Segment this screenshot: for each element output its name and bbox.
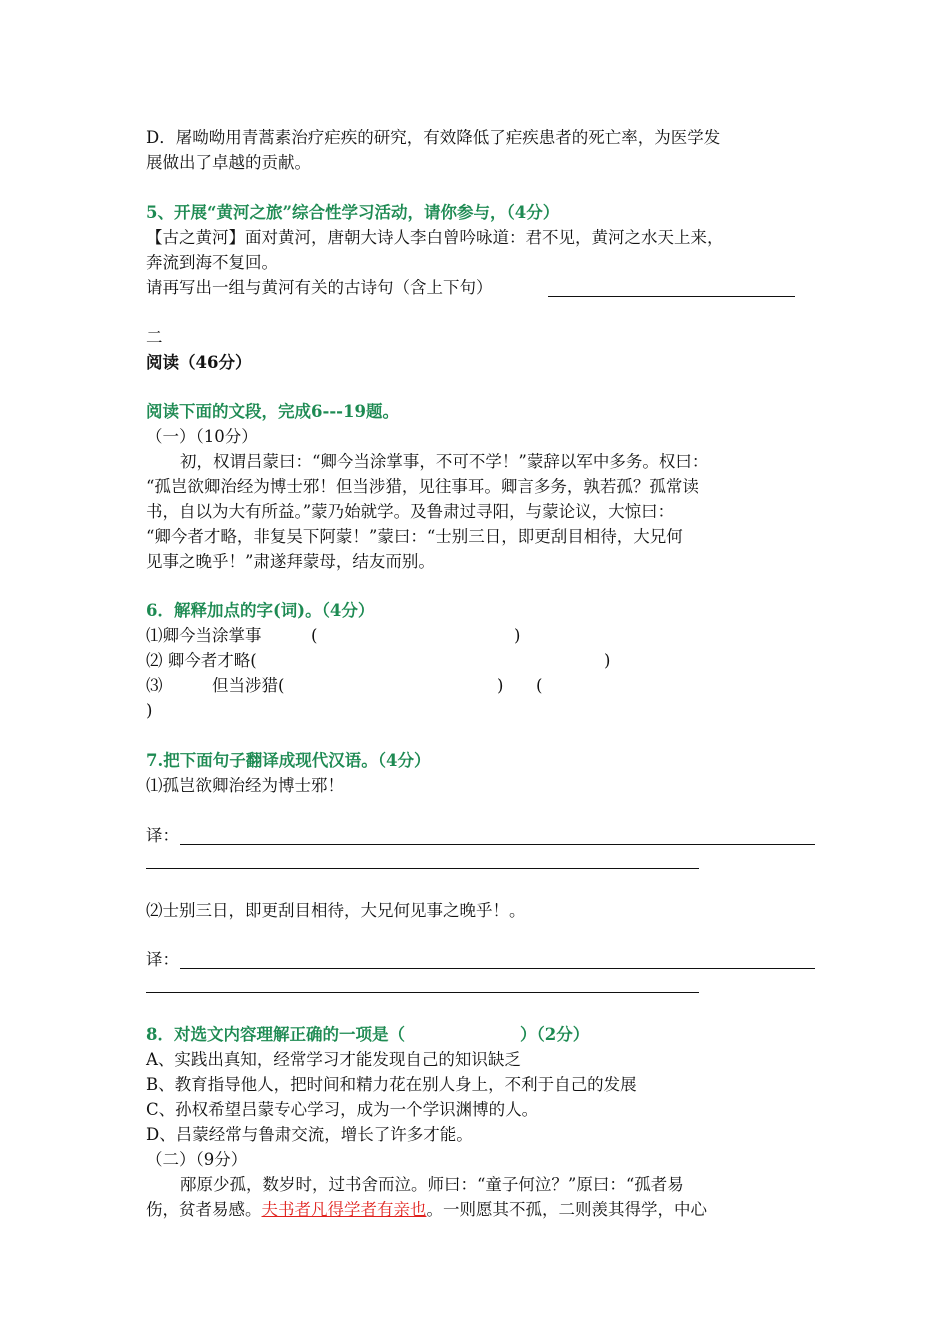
- q6-item1-close-paren[interactable]: ): [514, 626, 521, 645]
- q8-option-d[interactable]: D、吕蒙经常与鲁肃交流，增长了许多才能。: [146, 1125, 473, 1144]
- section-title: 阅读（46分）: [146, 353, 252, 372]
- passage2-header: （二）（9分）: [146, 1150, 248, 1169]
- q4-option-d-line2: 展做出了卓越的贡献。: [146, 153, 311, 172]
- q8-title: 8．对选文内容理解正确的一项是（: [146, 1025, 405, 1044]
- q6-item3-label: ⑶: [146, 676, 163, 695]
- passage2-line1: 邴原少孤，数岁时，过书舍而泣。师曰：“童子何泣？”原曰：“孤者易: [180, 1175, 684, 1194]
- q5-line1: 【古之黄河】面对黄河，唐朝大诗人李白曾吟咏道：君不见，黄河之水天上来，: [146, 228, 724, 247]
- q6-item1-open-paren: (: [311, 626, 318, 645]
- passage1-header: （一）（10分）: [146, 427, 258, 446]
- passage2-line2-start: 伤，贫者易感。: [146, 1200, 262, 1219]
- passage1-line: 见事之晚乎！”肃遂拜蒙母，结友而别。: [146, 552, 435, 571]
- q6-item1-label: ⑴卿今当涂掌事: [146, 626, 262, 645]
- q5-title: 5、开展“黄河之旅”综合性学习活动，请你参与，（4分）: [146, 203, 560, 222]
- q7-sentence2: ⑵士别三日，即更刮目相待，大兄何见事之晚乎！。: [146, 901, 526, 920]
- passage1-line: “卿今者才略，非复吴下阿蒙！”蒙曰：“士别三日，即更刮目相待，大兄何: [146, 527, 683, 546]
- q8-option-b[interactable]: B、教育指导他人，把时间和精力花在别人身上，不利于自己的发展: [146, 1075, 637, 1094]
- q7-answer-line-2b[interactable]: [146, 992, 699, 993]
- q6-item2-label: ⑵ 卿今者才略(: [146, 651, 257, 670]
- section-instruction: 阅读下面的文段，完成6---19题。: [146, 402, 399, 421]
- q7-title: 7.把下面句子翻译成现代汉语。（4分）: [146, 751, 431, 770]
- q7-answer-line-1a[interactable]: [180, 844, 815, 845]
- passage1-line: 初，权谓吕蒙曰：“卿今当涂掌事，不可不学！”蒙辞以军中多务。权曰：: [180, 452, 709, 471]
- q6-title: 6．解释加点的字(词)。（4分）: [146, 601, 375, 620]
- q7-answer-line-2a[interactable]: [180, 968, 815, 969]
- passage2-line2: [146, 1198, 707, 1222]
- q6-item2-close-paren[interactable]: ): [604, 651, 611, 670]
- q5-line3: 请再写出一组与黄河有关的古诗句（含上下句）: [146, 278, 493, 297]
- q6-item3-text: 但当涉猎(: [212, 676, 285, 695]
- passage1-line: 书，自以为大有所益。”蒙乃始就学。及鲁肃过寻阳，与蒙论议，大惊曰：: [146, 502, 675, 521]
- q7-sentence1: ⑴孤岂欲卿治经为博士邪！: [146, 776, 344, 795]
- passage2-underlined-sentence: 夫书者凡得学者有亲也: [261, 1200, 427, 1219]
- q7-translate-label-1: 译：: [146, 826, 179, 845]
- q8-title-points: ）（2分）: [520, 1025, 590, 1044]
- q5-answer-line[interactable]: [548, 296, 795, 297]
- q8-option-c[interactable]: C、孙权希望吕蒙专心学习，成为一个学识渊博的人。: [146, 1100, 539, 1119]
- passage2-line2-end: 。一则愿其不孤，二则羡其得学，中心: [426, 1200, 707, 1219]
- q8-option-a[interactable]: A、实践出真知，经常学习才能发现自己的知识缺乏: [146, 1050, 521, 1069]
- q7-answer-line-1b[interactable]: [146, 868, 699, 869]
- q7-translate-label-2: 译：: [146, 950, 179, 969]
- q6-item4-open-paren[interactable]: (: [536, 676, 543, 695]
- q4-option-d-line1: D．屠呦呦用青蒿素治疗疟疾的研究，有效降低了疟疾患者的死亡率，为医学发: [146, 128, 721, 147]
- q5-line2: 奔流到海不复回。: [146, 253, 278, 272]
- q6-item4-close-paren[interactable]: ): [146, 701, 153, 720]
- q6-item3-close-paren[interactable]: ): [497, 676, 504, 695]
- passage1-line: “孤岂欲卿治经为博士邪！但当涉猎，见往事耳。卿言多务，孰若孤？孤常读: [146, 477, 699, 496]
- section-number: 二: [146, 328, 163, 347]
